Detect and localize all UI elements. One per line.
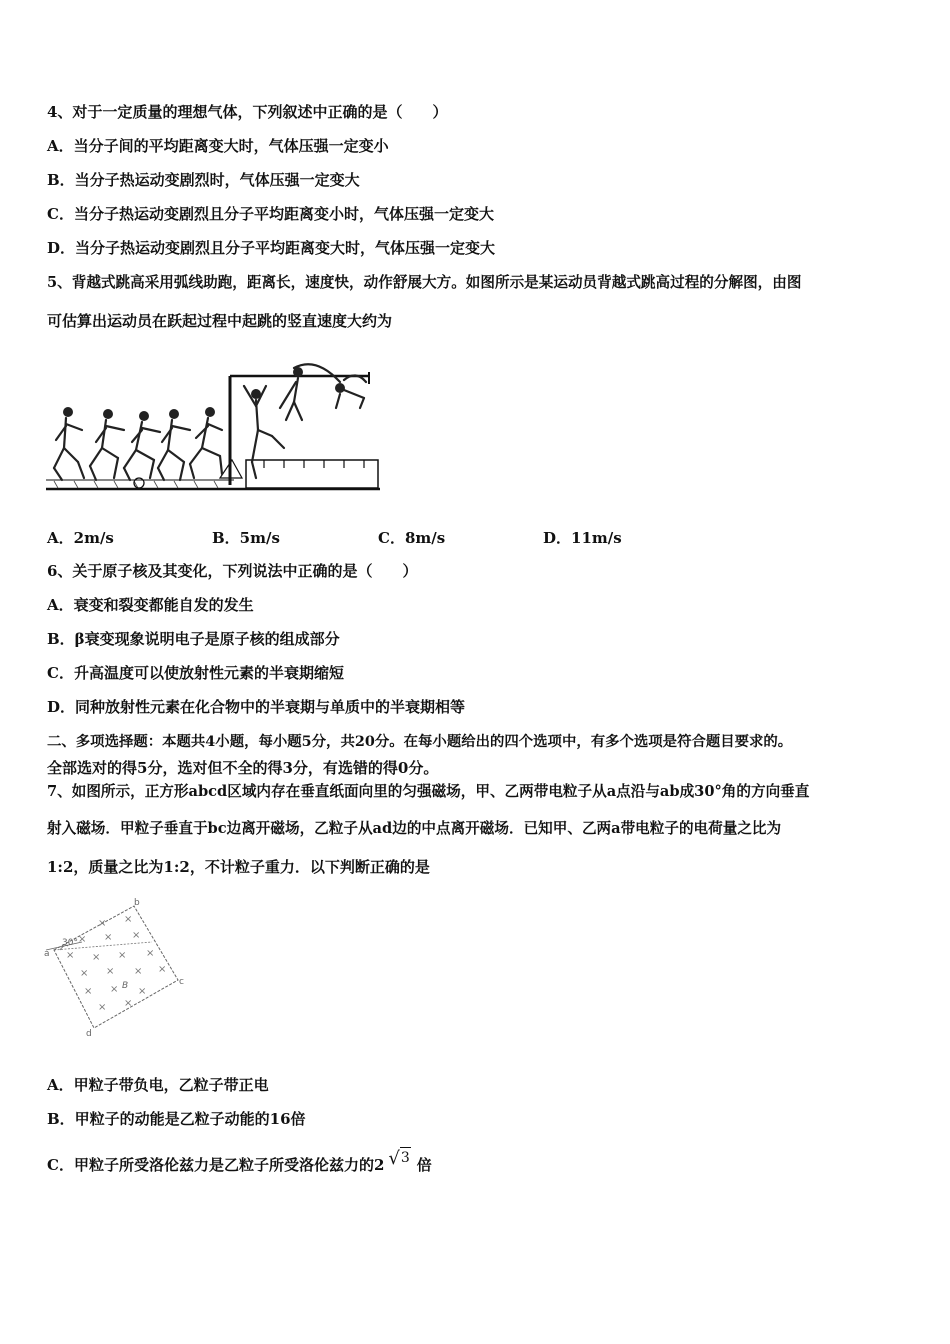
q7-stem-line3: 1:2，质量之比为1:2，不计粒子重力．以下判断正确的是 (47, 858, 430, 876)
svg-text:×: × (98, 918, 107, 929)
q4-option-b: B．当分子热运动变剧烈时，气体压强一定变大 (47, 171, 360, 189)
svg-text:×: × (124, 914, 133, 925)
q5-stem-line2: 可估算出运动员在跃起过程中起跳的竖直速度大约为 (47, 312, 393, 330)
svg-text:×: × (134, 966, 143, 977)
svg-text:×: × (92, 952, 101, 963)
q5-option-b: B．5m/s (212, 529, 280, 547)
svg-text:×: × (84, 986, 93, 997)
q4-option-d: D．当分子热运动变剧烈且分子平均距离变大时，气体压强一定变大 (47, 239, 496, 257)
angle-label: 30° (62, 938, 78, 948)
svg-text:×: × (158, 964, 167, 975)
q6-option-b: B．β衰变现象说明电子是原子核的组成部分 (47, 630, 340, 648)
svg-text:×: × (132, 930, 141, 941)
q7-option-a: A．甲粒子带负电，乙粒子带正电 (47, 1076, 269, 1094)
svg-text:×: × (146, 948, 155, 959)
q4-option-c: C．当分子热运动变剧烈且分子平均距离变小时，气体压强一定变大 (47, 205, 494, 223)
svg-text:×: × (118, 950, 127, 961)
svg-text:×: × (98, 1002, 107, 1013)
svg-text:×: × (104, 932, 113, 943)
svg-text:×: × (80, 968, 89, 979)
q6-option-d: D．同种放射性元素在化合物中的半衰期与单质中的半衰期相等 (47, 698, 466, 716)
section2-line1: 二、多项选择题：本题共4小题，每小题5分，共20分。在每小题给出的四个选项中，有多个选项是符合题目要求的。 (47, 733, 793, 750)
q7-option-c-text: C．甲粒子所受洛伦兹力是乙粒子所受洛伦兹力的2 (47, 1156, 385, 1174)
svg-text:×: × (66, 950, 75, 961)
sqrt-radicand: 3 (400, 1147, 411, 1168)
q7-option-b: B．甲粒子的动能是乙粒子动能的16倍 (47, 1110, 306, 1128)
q6-option-a: A．衰变和裂变都能自发的发生 (47, 596, 254, 614)
q5-options-row (47, 528, 847, 548)
sqrt-expression: √3 (388, 1148, 410, 1169)
svg-text:×: × (138, 986, 147, 997)
vertex-c-label: c (179, 977, 184, 987)
q7-stem-line1: 7、如图所示，正方形abcd区域内存在垂直纸面向里的匀强磁场，甲、乙两带电粒子从a点沿与ab成30°角的方向垂直 (47, 783, 810, 800)
q7-option-c-suffix: 倍 (416, 1156, 432, 1174)
vertex-a-label: a (44, 949, 50, 959)
svg-text:×: × (124, 998, 133, 1009)
q7-option-c (47, 1148, 432, 1176)
q5-option-d: D．11m/s (543, 529, 622, 547)
svg-text:×: × (110, 984, 119, 995)
q4-stem: 4、对于一定质量的理想气体，下列叙述中正确的是（ ） (47, 103, 448, 121)
field-b-label: B (122, 981, 129, 991)
section2-line2: 全部选对的得5分，选对但不全的得3分，有选错的得0分。 (47, 759, 439, 777)
svg-text:×: × (106, 966, 115, 977)
q4-option-a: A．当分子间的平均距离变大时，气体压强一定变小 (47, 137, 389, 155)
q6-stem: 6、关于原子核及其变化，下列说法中正确的是（ ） (47, 562, 418, 580)
high-jump-figure (44, 350, 384, 500)
vertex-b-label: b (134, 898, 140, 908)
q5-option-c: C．8m/s (378, 529, 446, 547)
q7-stem-line2: 射入磁场．甲粒子垂直于bc边离开磁场，乙粒子从ad边的中点离开磁场．已知甲、乙两a带电粒子的电荷量之比为 (47, 820, 782, 837)
q5-option-a: A．2m/s (47, 529, 114, 547)
magnetic-field-figure (42, 898, 192, 1038)
q5-stem-line1: 5、背越式跳高采用弧线助跑，距离长，速度快，动作舒展大方。如图所示是某运动员背越式跳高过程的分解图，由图 (47, 274, 802, 291)
q6-option-c: C．升高温度可以使放射性元素的半衰期缩短 (47, 664, 344, 682)
vertex-d-label: d (86, 1029, 92, 1038)
svg-text:×: × (78, 934, 87, 945)
